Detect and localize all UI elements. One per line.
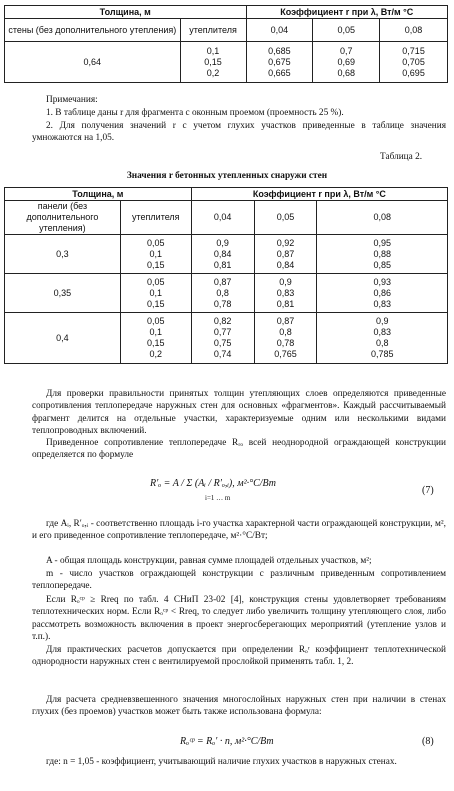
t2-wall-value: 0,4: [5, 313, 121, 364]
t1-header-thickness: Толщина, м: [5, 6, 247, 19]
t2-col2-values: 0,92 0,87 0,84: [254, 235, 317, 274]
t1-col3-values: 0,715 0,705 0,695: [380, 42, 448, 83]
paragraph-5: m - число участков ограждающей конструкции с различным приведенным сопротивлением теплопередаче.: [32, 569, 446, 592]
equation-number-7: (7): [422, 485, 434, 496]
paragraph-3: где Aᵢ, R′ₒ,ᵢ - соответственно площадь i-го участка характерной части ограждающей конструкции, м², и его приведенное сопротивление теплопередаче, м²·°С/Вт;: [32, 519, 446, 542]
t1-header-col: 0,04: [246, 19, 313, 42]
table-1: [4, 5, 448, 83]
t2-header-col: 0,05: [254, 201, 317, 235]
equation-number-8: (8): [422, 736, 434, 747]
t2-wall-value: 0,3: [5, 235, 121, 274]
t2-col2-values: 0,87 0,8 0,78 0,765: [254, 313, 317, 364]
paragraph-8: Для расчета средневзвешенного значения многослойных наружных стен при наличии в стенах глухих (без проемов) участков может быть также использована формула:: [32, 695, 446, 718]
paragraph-9: где: n = 1,05 - коэффициент, учитывающий наличие глухих участков в наружных стенах.: [46, 757, 397, 767]
t2-header-coef: Коэффициент r при λ, Вт/м °С: [191, 188, 447, 201]
paragraph-1: Для проверки правильности принятых толщин утепляющих слоев определяются приведенные сопротивления теплопередаче наружных стен для основных «фрагментов». Каждый рассчитываемый фрагмент делится на отдельные участки, характеризуемые одним или несколькими видами теплопроводных включений.: [32, 389, 446, 437]
t2-header-insulation: утеплителя: [120, 201, 191, 235]
paragraph-7: Для практических расчетов допускается при определении Rₒʳ коэффициент теплотехнической однородности наружных стен с вентилируемой прослойкой применять табл. 1, 2.: [32, 645, 446, 668]
t2-col3-values: 0,9 0,83 0,8 0,785: [317, 313, 448, 364]
t2-col1-values: 0,82 0,77 0,75 0,74: [191, 313, 254, 364]
t2-ins-values: 0,05 0,1 0,15: [120, 235, 191, 274]
t1-header-col: 0,08: [380, 19, 448, 42]
table-2-title: Значения r бетонных утепленных снаружи стен: [126, 171, 328, 181]
t1-header-coef: Коэффициент r при λ, Вт/м °С: [246, 6, 447, 19]
t2-header-col: 0,04: [191, 201, 254, 235]
t1-col2-values: 0,7 0,69 0,68: [313, 42, 380, 83]
paragraph-4: A - общая площадь конструкции, равная сумме площадей отдельных участков, м²;: [46, 556, 372, 566]
paragraph-2: Приведенное сопротивление теплопередаче Rᵣₒ всей неоднородной ограждающей конструкции определяется по формуле: [32, 438, 446, 461]
t2-ins-values: 0,05 0,1 0,15 0,2: [120, 313, 191, 364]
t2-header-thickness: Толщина, м: [5, 188, 192, 201]
note-2: 2. Для получения значений r с учетом глухих участков приведенные в таблице значения умножаются на 1,05.: [32, 121, 446, 144]
t2-wall-value: 0,35: [5, 274, 121, 313]
t1-header-insulation: утеплителя: [180, 19, 246, 42]
table-2-label: Таблица 2.: [380, 152, 423, 162]
formula-7: R′ₒ = A / Σ (Aᵢ / R′ₒ,ᵢ), м²·°С/Вт: [150, 478, 277, 489]
t2-header-col: 0,08: [317, 201, 448, 235]
table-2: [4, 187, 448, 364]
t2-header-wall: панели (без дополнительного утепления): [5, 201, 121, 235]
note-1: 1. В таблице даны r для фрагмента с оконным проемом (проемность 25 %).: [46, 108, 344, 118]
t1-header-wall: стены (без дополнительного утепления): [5, 19, 181, 42]
t1-ins-values: 0,1 0,15 0,2: [180, 42, 246, 83]
notes-title: Примечания:: [46, 95, 98, 105]
t1-wall-value: 0,64: [5, 42, 181, 83]
t1-col1-values: 0,685 0,675 0,665: [246, 42, 313, 83]
t2-col3-values: 0,93 0,86 0,83: [317, 274, 448, 313]
t1-header-col: 0,05: [313, 19, 380, 42]
t2-col1-values: 0,9 0,84 0,81: [191, 235, 254, 274]
t2-col3-values: 0,95 0,88 0,85: [317, 235, 448, 274]
t2-col2-values: 0,9 0,83 0,81: [254, 274, 317, 313]
paragraph-6: Если Rₒᶜᵖ ≥ Rreq по табл. 4 СНиП 23-02 [4], конструкция стены удовлетворяет требованиям теплотехнических норм. Если Rₒᶜᵖ < Rreq, то следует либо увеличить толщину утепляющего слоя, либо рассмотреть возможность включения в проект энергосберегающих мероприятий (утепление узлов и т.п.).: [32, 595, 446, 643]
t2-col1-values: 0,87 0,8 0,78: [191, 274, 254, 313]
t2-ins-values: 0,05 0,1 0,15: [120, 274, 191, 313]
formula-8: Rₒᶜᵖ = Rₒ′ · n, м²·°С/Вт: [180, 736, 274, 747]
formula-7-sum-range: i=1 … m: [205, 494, 231, 502]
